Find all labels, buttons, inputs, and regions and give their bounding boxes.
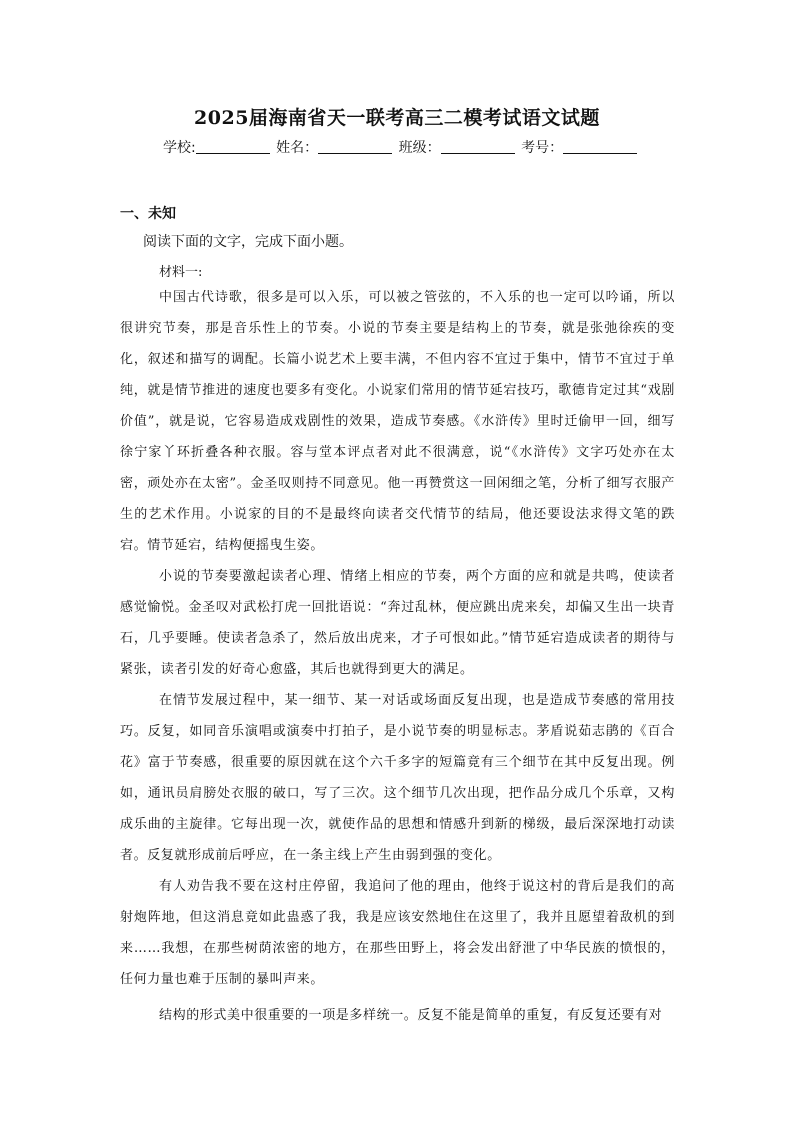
paragraph-5: 结构的形式美中很重要的一项是多样统一。反复不能是简单的重复，有反复还要有对 [159,1008,663,1023]
school-label: 学校: [163,140,196,156]
paragraph-3: 在情节发展过程中，某一细节、某一对话或场面反复出现，也是造成节奏感的常用技巧。反复，如同音乐演唱或演奏中打拍子，是小说节奏的明显标志。茅盾说茹志鹃的《百合花》富于节奏感，很重要的原因就在这个六千多字的短篇竟有三个细节在其中反复出现。例如，通讯员肩膀处衣服的破口，写了三次。这个细节几次出现，把作品分成几个乐章，又构成乐曲的主旋律。它每出现一次，就使作品的思想和情感升到新的梯级，最后深深地打动读者。反复就形成前后呼应，在一条主线上产生由弱到强的变化。 [120,693,675,863]
paragraph-4: 有人劝告我不要在这村庄停留，我追问了他的理由，他终于说这村的背后是我们的高射炮阵地，但这消息竟如此蛊惑了我，我是应该安然地住在这里了，我并且愿望着敌机的到来……我想，在那些树荫浓密的地方，在那些田野上，将会发出舒泄了中华民族的愤恨的，任何力量也难于压制的暴叫声来。 [120,879,675,987]
name-label: 姓名： [276,140,319,156]
id-blank[interactable] [563,139,637,154]
class-label: 班级： [398,140,441,156]
material-label: 材料一: [159,265,203,280]
exam-title: 2025届海南省天一联考高三二模考试语文试题 [194,107,600,129]
reading-instruction: 阅读下面的文字，完成下面小题。 [143,234,353,250]
id-label: 考号： [521,140,564,156]
student-info-line [163,137,643,157]
paragraph-2: 小说的节奏要激起读者心理、情绪上相应的节奏，两个方面的应和就是共鸣，使读者感觉愉悦。金圣叹对武松打虎一回批语说：“奔过乱林，便应跳出虎来矣，却偏又生出一块青石，几乎要睡。使读者急杀了，然后放出虎来，才子可恨如此。”情节延宕造成读者的期待与紧张，读者引发的好奇心愈盛，其后也就得到更大的满足。 [120,569,675,677]
class-blank[interactable] [441,139,515,154]
section-heading: 一、未知 [120,206,176,222]
school-blank[interactable] [196,139,270,154]
name-blank[interactable] [318,139,392,154]
paragraph-1: 中国古代诗歌，很多是可以入乐，可以被之管弦的，不入乐的也一定可以吟诵，所以很讲究节奏，那是音乐性上的节奏。小说的节奏主要是结构上的节奏，就是张弛徐疾的变化，叙述和描写的调配。长篇小说艺术上要丰满，不但内容不宜过于集中，情节不宜过于单纯，就是情节推进的速度也要多有变化。小说家们常用的情节延宕技巧，歌德肯定过其“戏剧价值”，就是说，它容易造成戏剧性的效果，造成节奏感。《水浒传》里时迁偷甲一回，细写徐宁家丫环折叠各种衣服。容与堂本评点者对此不很满意，说“《水浒传》文字巧处亦在太密，顽处亦在太密”。金圣叹则持不同意见。他一再赞赏这一回闲细之笔，分析了细写衣服产生的艺术作用。小说家的目的不是最终向读者交代情节的结局，他还要设法求得文笔的跌宕。情节延宕，结构便摇曳生姿。 [120,290,675,553]
